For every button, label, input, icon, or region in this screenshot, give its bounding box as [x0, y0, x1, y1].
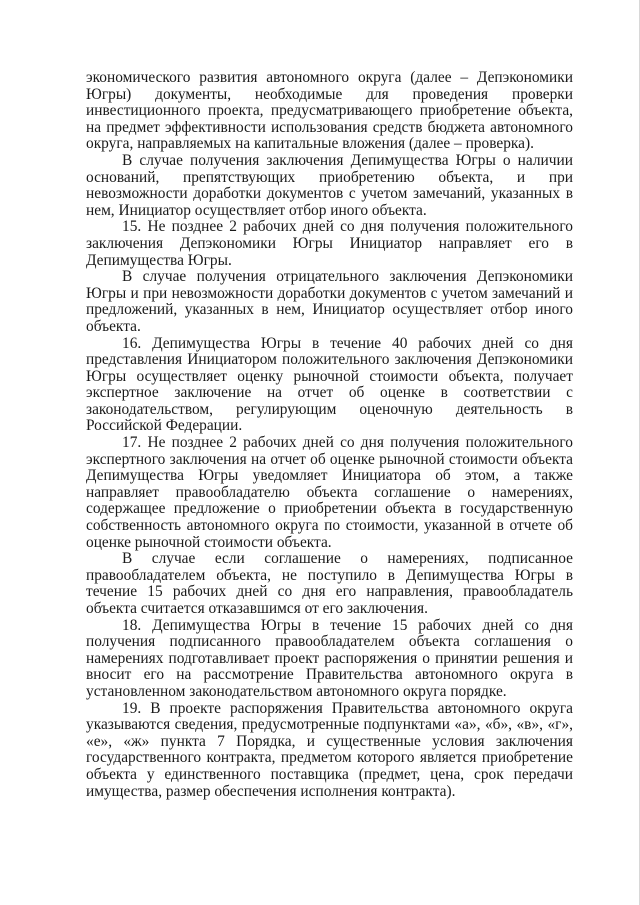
paragraph-item-18: 18. Депимущества Югры в течение 15 рабочих дней со дня получения подписанного правообладателем объекта соглашения о намерениях подготавливает проект распоряжения о принятии решения и вносит его на рассмотрение Правительства автономного округа в установленном законодательством автономного округа порядке. [86, 616, 573, 700]
paragraph-item-19: 19. В проекте распоряжения Правительства автономного округа указываются сведения, предусмотренные подпунктами «а», «б», «в», «г», «е», «ж» пункта 7 Порядка, и существенные условия заключения государственного контракта, предметом которого является приобретение объекта у единственного поставщика (предмет, цена, срок передачи имущества, размер обеспечения исполнения контракта). [86, 699, 573, 800]
paragraph-agreement-not-received: В случае если соглашение о намерениях, подписанное правообладателем объекта, не поступило в Депимущества Югры в течение 15 рабочих дней со дня его направления, правообладатель объекта считается отказавшимся от его заключения. [86, 550, 573, 617]
paragraph-item-16: 16. Депимущества Югры в течение 40 рабочих дней со дня представления Инициатором положительного заключения Депэкономики Югры осуществляет оценку рыночной стоимости объекта, получает экспертное заключение на отчет об оценке в соответствии с законодательством, регулирующим оценочную деятельность в Российской Федерации. [86, 334, 573, 435]
paragraph-depimushchestvo-conclusion: В случае получения заключения Депимущества Югры о наличии оснований, препятствующих приобретению объекта, и при невозможности доработки документов с учетом замечаний, указанных в нем, Инициатор осуществляет отбор иного объекта. [86, 151, 573, 219]
paragraph-item-15: 15. Не позднее 2 рабочих дней со дня получения положительного заключения Депэкономики Югры Инициатор направляет его в Депимущества Югры. [86, 218, 573, 269]
paragraph-continuation: экономического развития автономного округа (далее – Депэкономики Югры) документы, необходимые для проведения проверки инвестиционного проекта, предусматривающего приобретение объекта, на предмет эффективности использования средств бюджета автономного округа, направляемых на капитальные вложения (далее – проверка). [86, 69, 573, 153]
paragraph-item-17: 17. Не позднее 2 рабочих дней со дня получения положительного экспертного заключения на отчет об оценке рыночной стоимости объекта Депимущества Югры уведомляет Инициатора об этом, а также направляет правообладателю объекта соглашение о намерениях, содержащее предложение о приобретении объекта в государственную собственность автономного округа по стоимости, указанной в отчете об оценке рыночной стоимости объекта. [86, 434, 573, 551]
paragraph-negative-conclusion: В случае получения отрицательного заключения Депэкономики Югры и при невозможности доработки документов с учетом замечаний и предложений, указанных в нем, Инициатор осуществляет отбор иного объекта. [86, 268, 573, 335]
document-body [86, 70, 573, 800]
